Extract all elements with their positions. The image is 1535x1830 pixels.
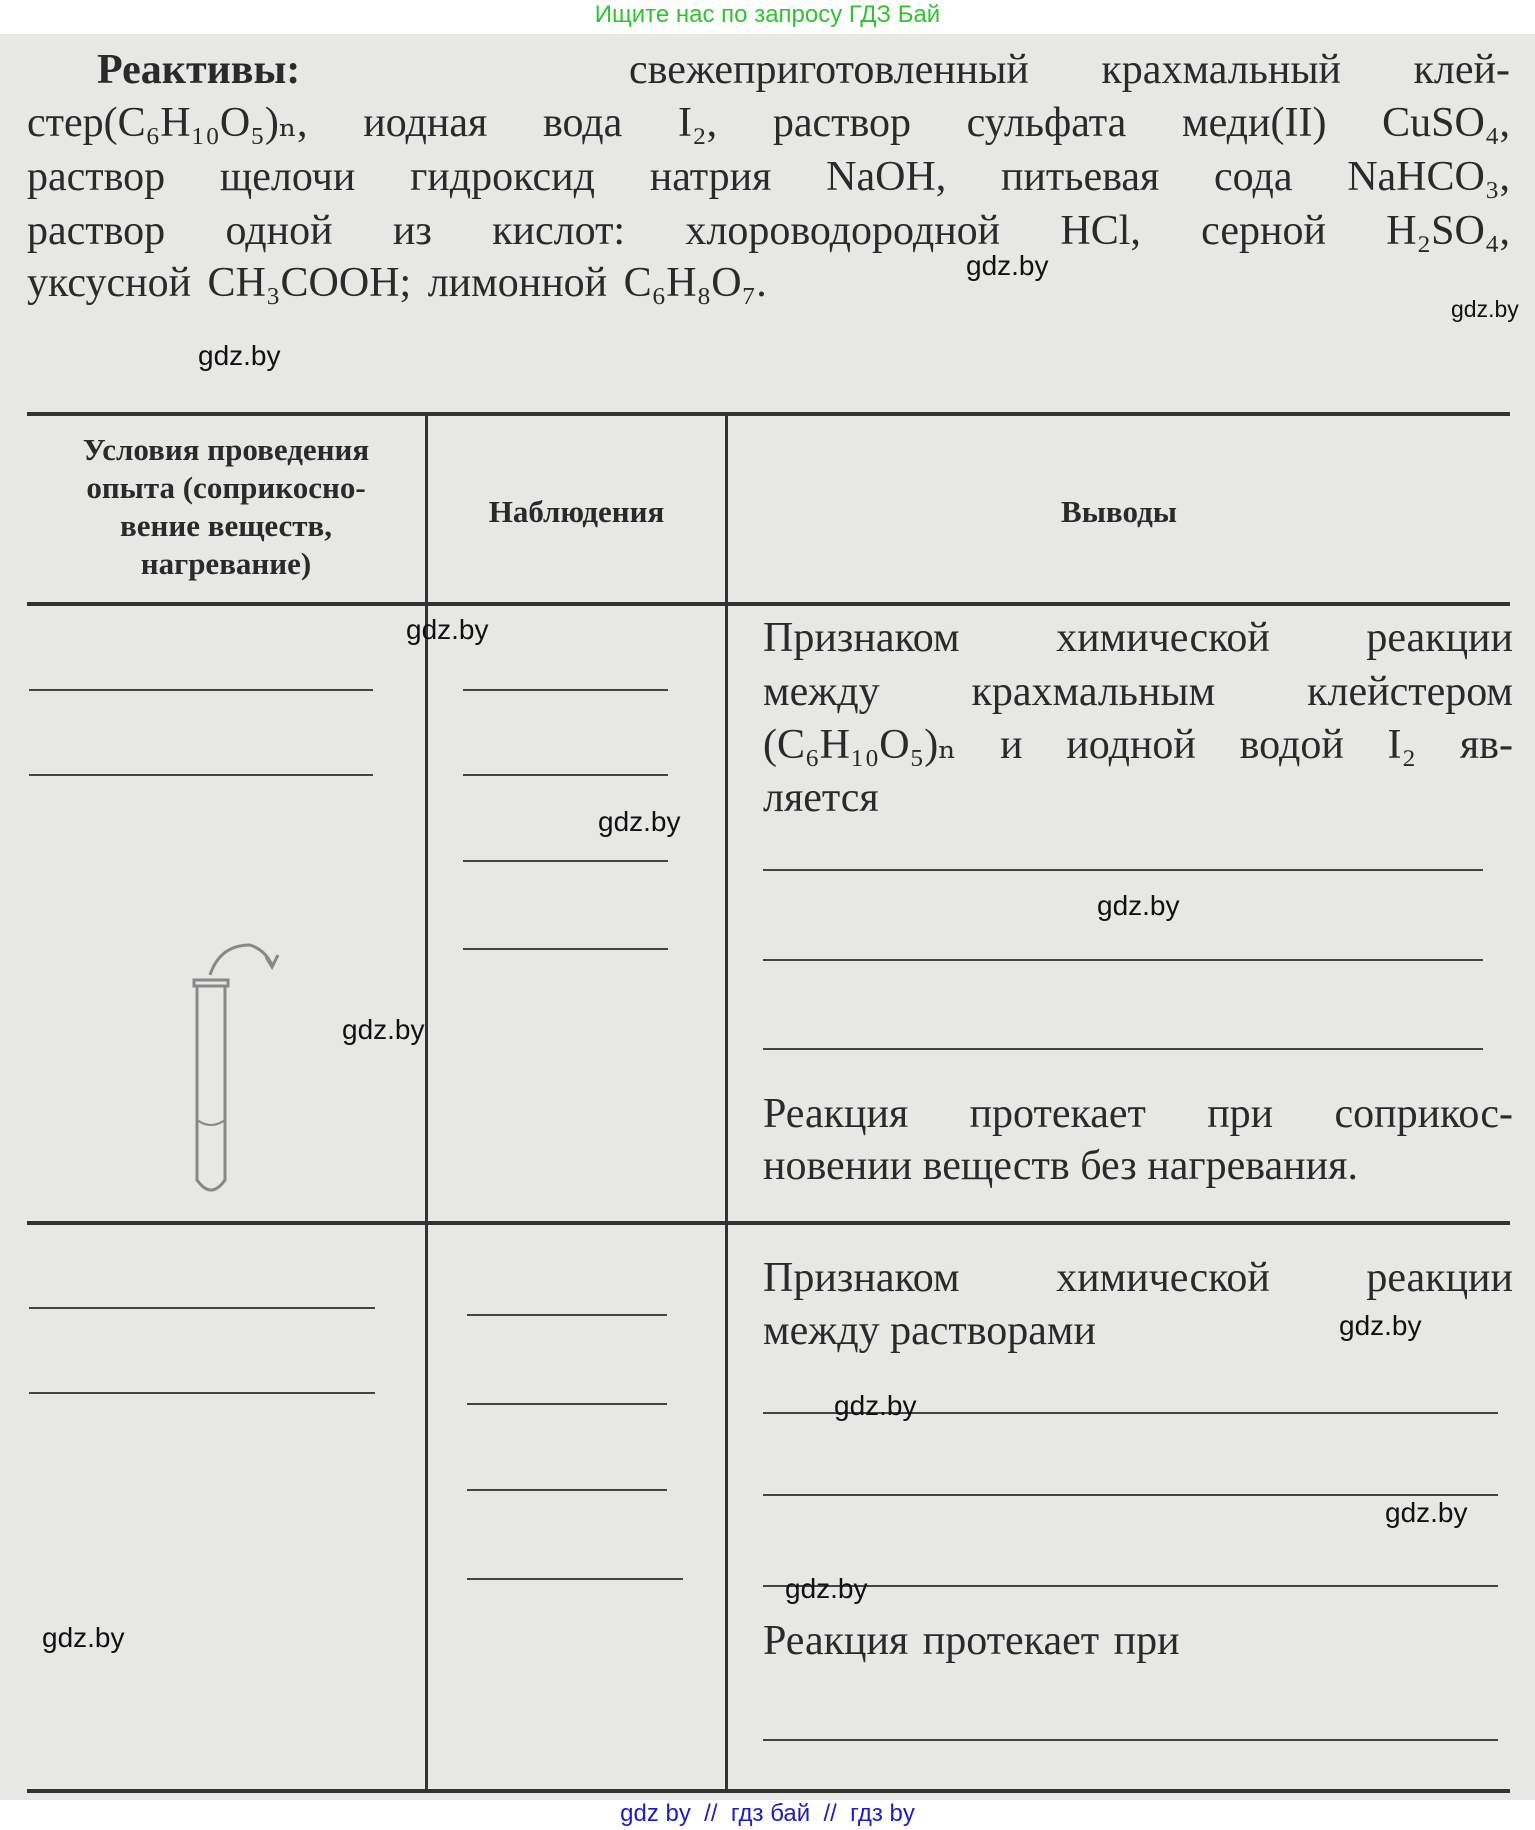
answer-blank[interactable] (467, 1489, 667, 1491)
column-divider-2 (725, 414, 728, 1791)
answer-blank[interactable] (467, 1403, 667, 1405)
answer-blank[interactable] (463, 774, 668, 776)
answer-blank[interactable] (467, 1314, 667, 1316)
answer-blank[interactable] (29, 774, 373, 776)
answer-blank[interactable] (763, 1494, 1498, 1496)
answer-blank[interactable] (763, 1585, 1498, 1587)
reagents-line-1 (27, 45, 1510, 95)
watermark: gdz.by (198, 340, 281, 371)
watermark: gdz.by (785, 1573, 868, 1604)
watermark: gdz.by (598, 806, 681, 837)
reagents-text: свежеприготовленный крахмальный клей- (629, 47, 1510, 93)
answer-blank[interactable] (29, 1307, 375, 1309)
header-conditions-line: нагревание) (140, 546, 312, 581)
answer-blank[interactable] (763, 1048, 1483, 1050)
reagents-line-5: уксусной CH₃COOH; лимонной C₆H₈O₇. (27, 260, 767, 306)
answer-blank[interactable] (29, 689, 373, 691)
reagents-line-2: стер(C₆H₁₀O₅)ₙ, иодная вода I₂, раствор сульфата меди(II) CuSO₄, (27, 100, 1510, 146)
answer-blank[interactable] (463, 860, 668, 862)
table-top-border (27, 412, 1510, 416)
row1-conclusion-line: между крахмальным клейстером (763, 669, 1513, 715)
row2-conclusion-line: Признаком химической реакции (763, 1255, 1513, 1301)
answer-blank[interactable] (763, 1739, 1498, 1741)
watermark: gdz.by (1339, 1310, 1422, 1341)
row1-conclusion2-line: Реакция протекает при соприкос- (763, 1091, 1513, 1137)
watermark: gdz.by (1097, 890, 1180, 921)
row2-conclusion-line: между растворами (763, 1308, 1096, 1354)
footer-links[interactable]: gdz by // гдз бай // гдз by (0, 1800, 1535, 1830)
watermark: gdz.by (42, 1622, 125, 1653)
header-observations: Наблюдения (488, 494, 665, 529)
watermark: gdz.by (966, 250, 1049, 281)
watermark: gdz.by (1385, 1497, 1468, 1528)
watermark: gdz.by (406, 614, 489, 645)
row1-conclusion-line: (C₆H₁₀O₅)ₙ и иодной водой I₂ яв- (763, 722, 1513, 768)
watermark: gdz.by (1451, 296, 1519, 322)
search-banner[interactable]: Ищите нас по запросу ГДЗ Бай (0, 0, 1535, 34)
row1-conclusion-line: Признаком химической реакции (763, 615, 1513, 661)
row1-conclusion-line: ляется (763, 775, 879, 821)
watermark: gdz.by (342, 1014, 425, 1045)
header-conditions (27, 431, 425, 583)
reagents-label: Реактивы: (97, 47, 301, 93)
answer-blank[interactable] (29, 1392, 375, 1394)
table-header-border (27, 602, 1510, 606)
watermark: gdz.by (834, 1390, 917, 1421)
answer-blank[interactable] (463, 948, 668, 950)
row1-conclusion2-line: новении веществ без нагревания. (763, 1143, 1358, 1189)
row2-conclusion2-line: Реакция протекает при (763, 1618, 1180, 1664)
answer-blank[interactable] (463, 689, 668, 691)
answer-blank[interactable] (763, 869, 1483, 871)
header-conditions-line: Условия проведения (82, 432, 370, 467)
test-tube-icon (180, 925, 290, 1205)
header-conditions-line: вение веществ, (119, 508, 333, 543)
table-row-divider (27, 1221, 1510, 1225)
header-conditions-line: опыта (соприкосно- (86, 470, 366, 505)
header-conclusions: Выводы (1061, 494, 1177, 529)
answer-blank[interactable] (467, 1578, 683, 1580)
reagents-line-4: раствор одной из кислот: хлороводородной HCl, серной H₂SO₄, (27, 208, 1510, 254)
answer-blank[interactable] (763, 959, 1483, 961)
table-bottom-border (27, 1789, 1510, 1793)
reagents-line-3: раствор щелочи гидроксид натрия NaOH, питьевая сода NaHCO₃, (27, 154, 1510, 200)
